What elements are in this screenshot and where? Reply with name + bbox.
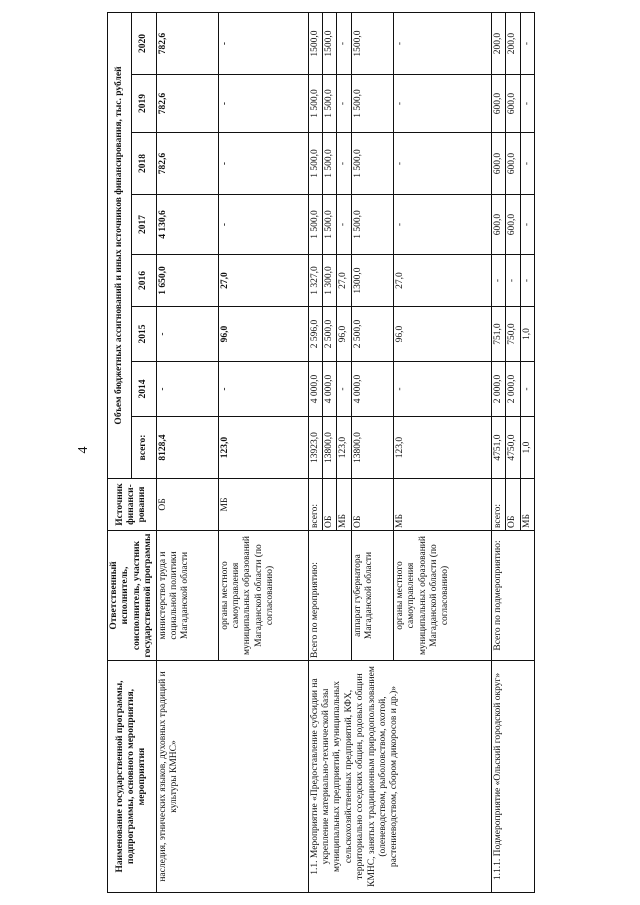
cell-2016: 27,0: [393, 255, 491, 307]
row-executor: органы местного самоуправления муниципальных образований Магаданской области (по согласованию): [393, 531, 491, 661]
cell-2018: -: [520, 133, 534, 195]
cell-2014: 2 000,0: [506, 362, 520, 417]
header-year-2014: 2014: [132, 362, 156, 417]
row-name: наследия, этнических языков, духовных традиций и культуры КМНС»: [156, 661, 308, 893]
cell-2018: 600,0: [491, 133, 505, 195]
row-source: МБ: [393, 479, 491, 531]
cell-2019: 782,6: [156, 75, 218, 133]
row-source: МБ: [520, 479, 534, 531]
cell-2020: 200,0: [506, 12, 520, 74]
cell-2014: 4 000,0: [351, 362, 393, 417]
cell-2016: -: [506, 255, 520, 307]
cell-2016: 1 650,0: [156, 255, 218, 307]
cell-2015: 2 596,0: [308, 307, 322, 362]
cell-2017: -: [218, 195, 308, 255]
cell-2015: 2 500,0: [322, 307, 336, 362]
cell-2015: 96,0: [337, 307, 351, 362]
table-row: [308, 12, 322, 892]
row-executor: аппарат губернатора Магаданской области: [351, 531, 393, 661]
cell-2020: -: [393, 12, 491, 74]
cell-2014: -: [520, 362, 534, 417]
cell-2019: -: [520, 75, 534, 133]
cell-2017: 1 500,0: [308, 195, 322, 255]
cell-2014: -: [393, 362, 491, 417]
cell-2016: 1 300,0: [322, 255, 336, 307]
cell-2020: 200,0: [491, 12, 505, 74]
row-source: ОБ: [156, 479, 218, 531]
row-name: 1.1.1. Подмероприятие «Ольский городской округ»: [491, 661, 534, 893]
header-executor: Ответственный исполнитель, соисполнитель, участник государственной программы: [108, 531, 157, 661]
cell-2015: 96,0: [393, 307, 491, 362]
header-name: Наименование государственной программы, подпрограммы, основного мероприятия, мероприятия: [108, 661, 157, 893]
cell-total: 8128,4: [156, 417, 218, 479]
budget-table: [107, 12, 535, 893]
cell-2018: 1 500,0: [308, 133, 322, 195]
cell-total: 1,0: [520, 417, 534, 479]
cell-2020: 1500,0: [351, 12, 393, 74]
cell-2020: -: [520, 12, 534, 74]
header-year-total: всего:: [132, 417, 156, 479]
cell-2015: 751,0: [491, 307, 505, 362]
row-name: 1.1. Мероприятие «Предоставление субсидии на укрепление материально-технической базы муниципальных предприятий, муниципальных сельскохозяйственных предприятий, КФХ, территориально соседских общин, родовых общин КМНС, занятых традиционным природопользованием (оленеводством, рыболовством, охотой, растениеводством, сбором дикоросов и др.)»: [308, 661, 491, 893]
row-executor: министерство труда и социальной политики Магаданской области: [156, 531, 218, 661]
cell-2019: 1 500,0: [351, 75, 393, 133]
cell-2015: -: [156, 307, 218, 362]
row-source: всего:: [308, 479, 322, 531]
cell-2018: 1 500,0: [322, 133, 336, 195]
cell-2017: 4 130,6: [156, 195, 218, 255]
cell-2017: 600,0: [506, 195, 520, 255]
cell-2019: -: [337, 75, 351, 133]
cell-2018: -: [337, 133, 351, 195]
cell-2016: 1 327,0: [308, 255, 322, 307]
row-source: ОБ: [322, 479, 336, 531]
cell-2014: -: [156, 362, 218, 417]
row-executor: Всего по подмероприятию:: [491, 531, 534, 661]
table-row: [156, 12, 218, 892]
cell-2014: 2 000,0: [491, 362, 505, 417]
header-source: Источник финанси-рования: [108, 479, 157, 531]
cell-2019: 600,0: [491, 75, 505, 133]
cell-2017: 1 500,0: [351, 195, 393, 255]
cell-2016: -: [491, 255, 505, 307]
cell-total: 13923,0: [308, 417, 322, 479]
cell-total: 123,0: [337, 417, 351, 479]
header-year-2019: 2019: [132, 75, 156, 133]
cell-2019: 600,0: [506, 75, 520, 133]
cell-2020: 782,6: [156, 12, 218, 74]
cell-2019: -: [218, 75, 308, 133]
cell-2018: 782,6: [156, 133, 218, 195]
cell-2017: -: [520, 195, 534, 255]
row-source: МБ: [218, 479, 308, 531]
cell-2016: -: [520, 255, 534, 307]
cell-2017: 1 500,0: [322, 195, 336, 255]
cell-2020: 1500,0: [308, 12, 322, 74]
cell-2020: -: [337, 12, 351, 74]
header-year-2020: 2020: [132, 12, 156, 74]
cell-2018: -: [393, 133, 491, 195]
row-source: всего:: [491, 479, 505, 531]
cell-2014: -: [337, 362, 351, 417]
cell-total: 4750,0: [506, 417, 520, 479]
cell-total: 123,0: [218, 417, 308, 479]
cell-2014: 4 000,0: [308, 362, 322, 417]
cell-total: 13800,0: [351, 417, 393, 479]
header-year-2015: 2015: [132, 307, 156, 362]
cell-2017: -: [337, 195, 351, 255]
header-year-2017: 2017: [132, 195, 156, 255]
header-year-2016: 2016: [132, 255, 156, 307]
page-number: 4: [76, 446, 91, 454]
header-year-2018: 2018: [132, 133, 156, 195]
cell-2015: 1,0: [520, 307, 534, 362]
row-executor: Всего по мероприятию:: [308, 531, 351, 661]
cell-2020: 1500,0: [322, 12, 336, 74]
cell-2018: 1 500,0: [351, 133, 393, 195]
cell-2016: 27,0: [337, 255, 351, 307]
row-source: ОБ: [351, 479, 393, 531]
cell-2016: 27,0: [218, 255, 308, 307]
cell-2015: 750,0: [506, 307, 520, 362]
cell-2017: 600,0: [491, 195, 505, 255]
table-row: [491, 12, 505, 892]
cell-2019: -: [393, 75, 491, 133]
cell-total: 4751,0: [491, 417, 505, 479]
cell-2016: 1300,0: [351, 255, 393, 307]
row-executor: органы местного самоуправления муниципальных образований Магаданской области (по согласованию): [218, 531, 308, 661]
cell-total: 13800,0: [322, 417, 336, 479]
rotated-table-wrapper: [107, 13, 567, 893]
row-source: МБ: [337, 479, 351, 531]
cell-2014: -: [218, 362, 308, 417]
cell-2014: 4 000,0: [322, 362, 336, 417]
cell-2015: 96,0: [218, 307, 308, 362]
cell-2015: 2 500,0: [351, 307, 393, 362]
cell-2017: -: [393, 195, 491, 255]
cell-2018: -: [218, 133, 308, 195]
row-source: ОБ: [506, 479, 520, 531]
cell-total: 123,0: [393, 417, 491, 479]
cell-2018: 600,0: [506, 133, 520, 195]
header-volume: Объем бюджетных ассигнований и иных источников финансирования, тыс. рублей: [108, 12, 132, 478]
cell-2020: -: [218, 12, 308, 74]
cell-2019: 1 500,0: [322, 75, 336, 133]
cell-2019: 1 500,0: [308, 75, 322, 133]
